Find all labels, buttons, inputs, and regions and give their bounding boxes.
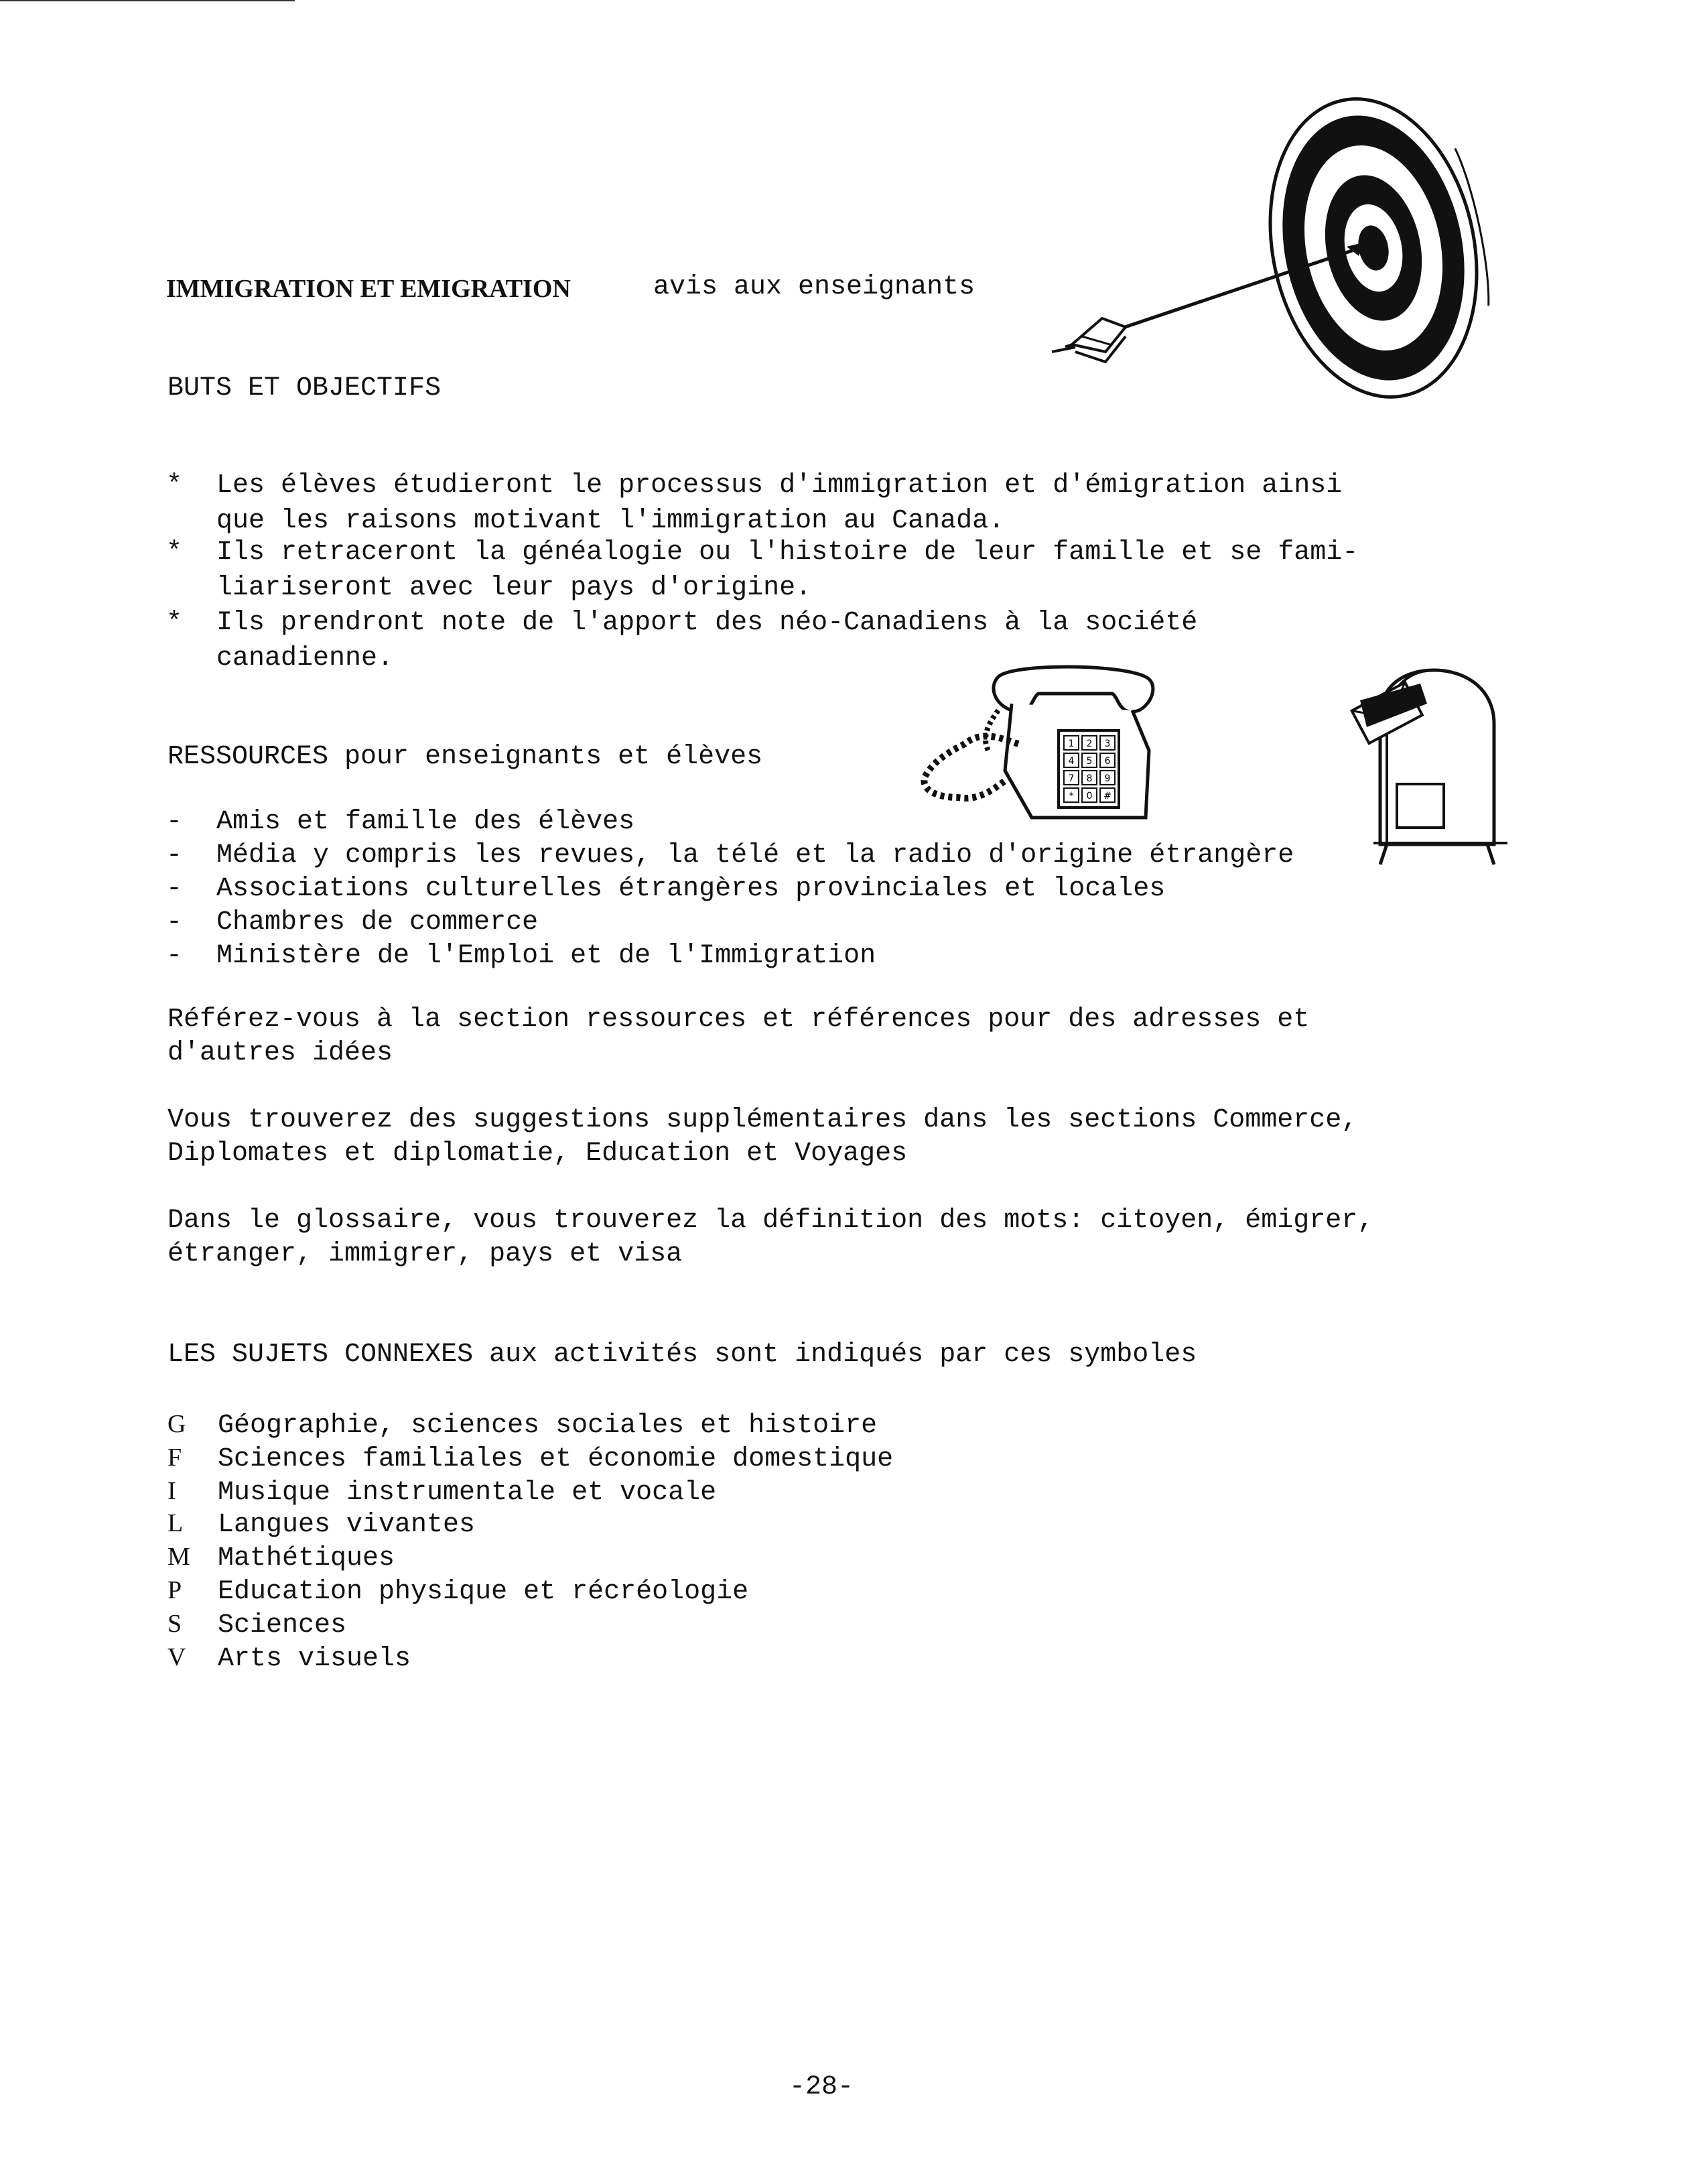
- list-item: L Langues vivantes: [167, 1509, 476, 1540]
- resources-heading: RESSOURCES pour enseignants et élèves: [167, 742, 763, 772]
- telephone-key-label: 8: [1086, 773, 1093, 784]
- paragraph-suggestions: Vous trouverez des suggestions supplémentaires dans les sections Commerce, Diplomates et diplomatie, Education et Voyages: [167, 1105, 1358, 1169]
- list-item: - Associations culturelles étrangères provinciales et locales: [166, 874, 1166, 904]
- list-item: S Sciences: [167, 1610, 347, 1641]
- paragraph-glossary: Dans le glossaire, vous trouverez la définition des mots: citoyen, émigrer, étranger, immigrer, pays et visa: [167, 1206, 1374, 1269]
- list-item: G Géographie, sciences sociales et histoire: [167, 1410, 878, 1441]
- list-item: * Les élèves étudieront le processus d'immigration et d'émigration ainsi: [166, 470, 1343, 501]
- telephone-key-label: 9: [1104, 773, 1111, 784]
- telephone-key-label: 1: [1068, 738, 1075, 749]
- list-item: F Sciences familiales et économie domestique: [167, 1443, 894, 1474]
- telephone-key-label: 6: [1104, 756, 1111, 767]
- target-arrow-icon: [1025, 87, 1494, 409]
- telephone-key-label: 7: [1068, 773, 1075, 784]
- telephone-icon: [918, 663, 1172, 831]
- document-title: IMMIGRATION ET EMIGRATION: [166, 275, 571, 303]
- list-item: V Arts visuels: [167, 1643, 411, 1674]
- list-item: que les raisons motivant l'immigration au Canada.: [216, 506, 1005, 536]
- list-item: canadienne.: [216, 643, 394, 673]
- subjects-heading: LES SUJETS CONNEXES aux activités sont indiqués par ces symboles: [167, 1340, 1197, 1370]
- telephone-key-label: 5: [1086, 756, 1093, 767]
- list-item: M Mathétiques: [167, 1543, 395, 1573]
- document-subtitle: avis aux enseignants: [653, 272, 975, 302]
- paragraph-references: Référez-vous à la section ressources et références pour des adresses et d'autres idées: [167, 1005, 1310, 1068]
- telephone-key-label: 2: [1086, 738, 1093, 749]
- mailbox-icon: [1333, 663, 1507, 871]
- scan-edge-line: [0, 0, 295, 1]
- telephone-key-label: 0: [1086, 791, 1093, 801]
- list-item: - Chambres de commerce: [166, 907, 539, 938]
- telephone-key-label: *: [1069, 791, 1074, 801]
- telephone-key-label: #: [1103, 791, 1111, 801]
- list-item: * Ils prendront note de l'apport des néo-Canadiens à la société: [166, 608, 1198, 638]
- telephone-key-label: 4: [1068, 756, 1075, 767]
- telephone-key-label: 3: [1104, 738, 1111, 749]
- list-item: - Ministère de l'Emploi et de l'Immigration: [166, 941, 876, 971]
- list-item: * Ils retraceront la généalogie ou l'histoire de leur famille et se fami-: [166, 537, 1359, 568]
- list-item: - Amis et famille des élèves: [166, 807, 635, 837]
- list-item: liariseront avec leur pays d'origine.: [216, 573, 812, 603]
- page-number: -28-: [789, 2072, 854, 2102]
- list-item: - Média y compris les revues, la télé et la radio d'origine étrangère: [166, 840, 1294, 871]
- goals-heading: BUTS ET OBJECTIFS: [167, 373, 442, 403]
- list-item: I Musique instrumentale et vocale: [167, 1477, 717, 1508]
- list-item: P Education physique et récréologie: [167, 1576, 749, 1607]
